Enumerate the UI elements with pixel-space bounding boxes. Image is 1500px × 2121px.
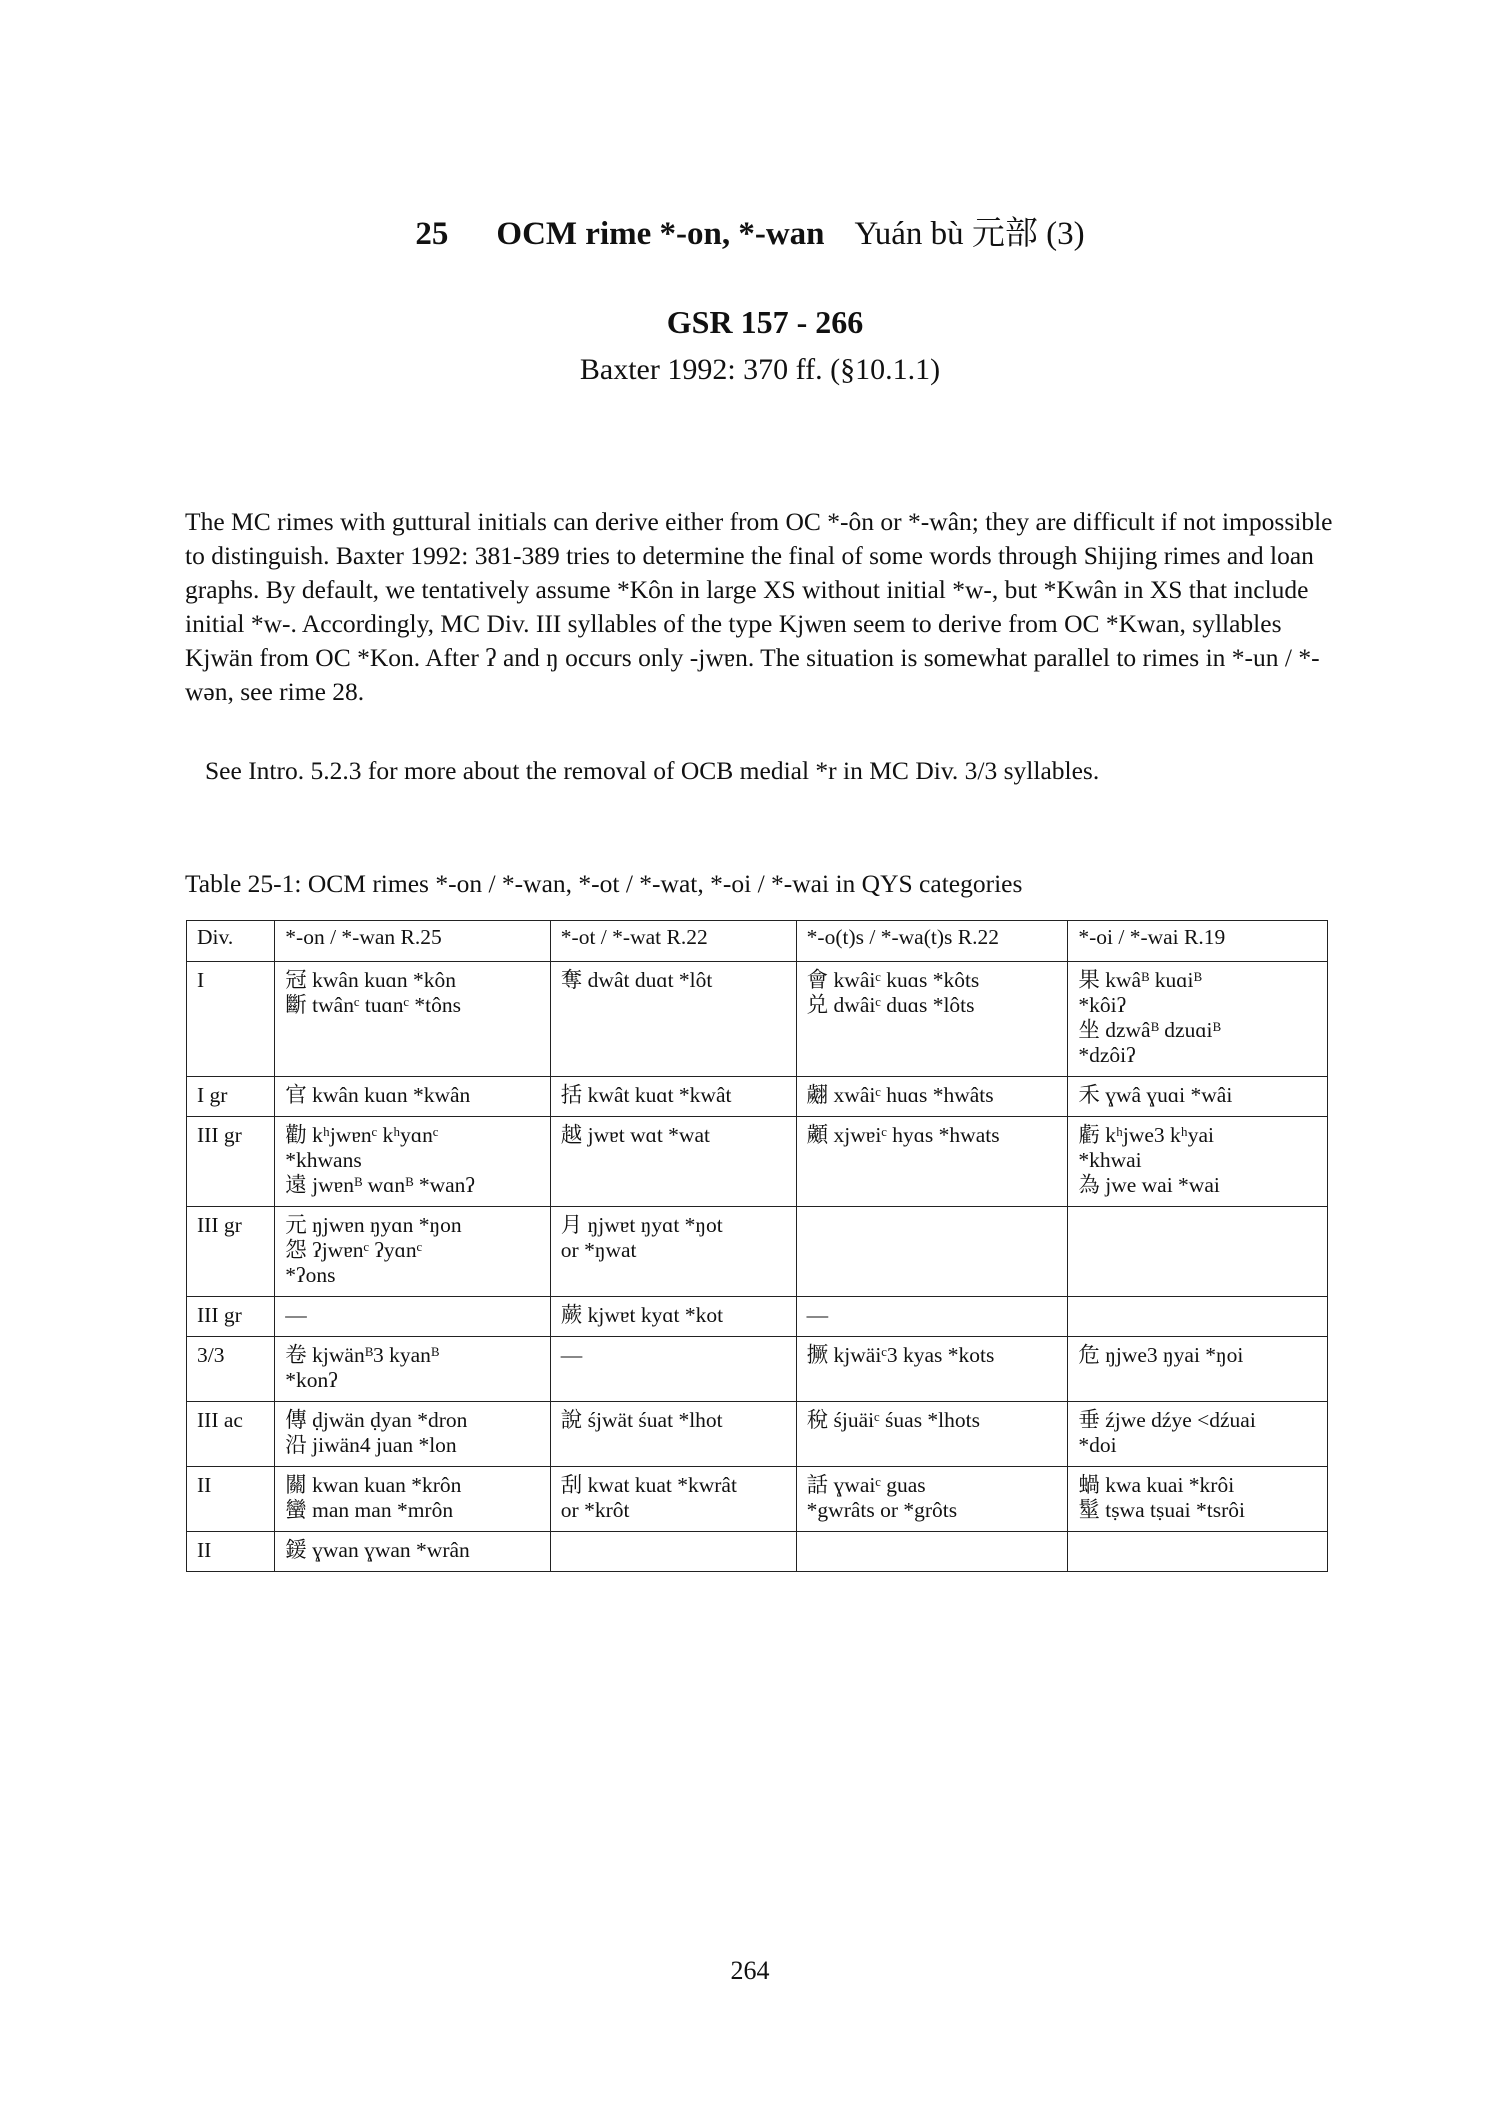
rime-cell bbox=[796, 1077, 1068, 1117]
rime-cell bbox=[550, 1467, 796, 1532]
rime-number: 25 bbox=[415, 216, 449, 252]
rime-cell bbox=[1068, 1117, 1328, 1207]
cell-line: 斷 twânᶜ tuɑnᶜ *tôns bbox=[285, 993, 462, 1017]
table-row bbox=[187, 1337, 1328, 1402]
cell-line: *ʔons bbox=[285, 1263, 336, 1287]
div-cell: II bbox=[187, 1467, 275, 1532]
rime-cell bbox=[796, 1297, 1068, 1337]
rime-cell bbox=[550, 1532, 796, 1572]
cell-line: 怨 ʔjwɐnᶜ ʔyɑnᶜ bbox=[285, 1238, 423, 1262]
rime-cell bbox=[550, 1297, 796, 1337]
intro-note: See Intro. 5.2.3 for more about the removal of OCB medial *r in MC Div. 3/3 syllables. bbox=[205, 756, 1100, 785]
rime-cell bbox=[550, 1117, 796, 1207]
cell-line: 沿 jiwän4 juan *lon bbox=[285, 1433, 457, 1457]
cell-line: 說 śjwät śuat *lhot bbox=[560, 1408, 723, 1432]
rime-cell bbox=[275, 962, 551, 1077]
rime-cell bbox=[796, 1117, 1068, 1207]
cell-line: 卷 kjwänᴮ3 kyanᴮ bbox=[285, 1343, 440, 1367]
header-oi-wai: *-oi / *-wai R.19 bbox=[1068, 921, 1328, 962]
cell-line: 元 ŋjwɐn ŋyɑn *ŋon bbox=[285, 1213, 462, 1237]
div-cell: III ac bbox=[187, 1402, 275, 1467]
cell-line: — bbox=[806, 1303, 829, 1327]
page-number: 264 bbox=[730, 1956, 770, 1985]
cell-line: 坐 dzwâᴮ dzuɑiᴮ bbox=[1078, 1018, 1221, 1042]
rime-title: OCM rime *-on, *-wan bbox=[496, 216, 825, 252]
rime-heading bbox=[0, 214, 1500, 254]
header-div: Div. bbox=[187, 921, 275, 962]
cell-line: 傳 ḍjwän ḍyan *dron bbox=[285, 1408, 468, 1432]
header-on-wan: *-on / *-wan R.25 bbox=[275, 921, 551, 962]
rime-cell bbox=[550, 1077, 796, 1117]
rime-cell bbox=[550, 1402, 796, 1467]
cell-line: 危 ŋjwe3 ŋyai *ŋoi bbox=[1078, 1343, 1244, 1367]
div-cell: II bbox=[187, 1532, 275, 1572]
rime-cell bbox=[1068, 962, 1328, 1077]
cell-line: *kôiʔ bbox=[1078, 993, 1127, 1017]
rimes-table bbox=[186, 920, 1328, 1572]
cell-line: 稅 śjuäiᶜ śuas *lhots bbox=[806, 1408, 980, 1432]
table-header-row bbox=[187, 921, 1328, 962]
cell-line: 果 kwâᴮ kuɑiᴮ bbox=[1078, 968, 1202, 992]
cell-line: 禾 ɣwâ ɣuɑi *wâi bbox=[1078, 1083, 1233, 1107]
table-body bbox=[187, 962, 1328, 1572]
rime-cell bbox=[275, 1402, 551, 1467]
header-ot-wat: *-ot / *-wat R.22 bbox=[550, 921, 796, 962]
cell-line: 垂 źjwe dźye <dźuai bbox=[1078, 1408, 1256, 1432]
rime-cell bbox=[796, 1402, 1068, 1467]
cell-line: 虧 kʰjwe3 kʰyai bbox=[1078, 1123, 1214, 1147]
table-caption: Table 25-1: OCM rimes *-on / *-wan, *-ot / *-wat, *-oi / *-wai in QYS categories bbox=[185, 869, 1023, 898]
cell-line: 撅 kjwäiᶜ3 kyas *kots bbox=[806, 1343, 995, 1367]
intro-paragraph: The MC rimes with guttural initials can derive either from OC *-ôn or *-wân; they are difficult if not impossible to distinguish. Baxter 1992: 381-389 tries to determine the final of some words through Shijing rimes and loan graphs. By default, we tentatively assume *Kôn in large XS without initial *w-, but *Kwân in XS that include initial *w-. Accordingly, MC Div. III syllables of the type Kjwɐn seem to derive from OC *Kwan, syllables Kjwän from OC *Kon. After ʔ and ŋ occurs only -jwɐn. The situation is somewhat parallel to rimes in *-un / *-wən, see rime 28. bbox=[185, 507, 1333, 706]
rime-chinese-name: Yuán bù 元部 (3) bbox=[854, 216, 1085, 252]
cell-line: — bbox=[560, 1343, 583, 1367]
rime-cell bbox=[1068, 1207, 1328, 1297]
rime-cell bbox=[275, 1337, 551, 1402]
gsr-reference: GSR 157 - 266 bbox=[666, 304, 864, 340]
rime-cell bbox=[550, 1207, 796, 1297]
cell-line: 越 jwɐt wɑt *wat bbox=[560, 1123, 710, 1147]
cell-line: 蠻 man man *mrôn bbox=[285, 1498, 454, 1522]
cell-line: 勸 kʰjwɐnᶜ kʰyɑnᶜ bbox=[285, 1123, 439, 1147]
cell-line: 蝸 kwa kuai *krôi bbox=[1078, 1473, 1235, 1497]
cell-line: 翽 xwâiᶜ huɑs *hwâts bbox=[806, 1083, 994, 1107]
div-cell: 3/3 bbox=[187, 1337, 275, 1402]
rime-cell bbox=[1068, 1467, 1328, 1532]
rime-cell bbox=[796, 1467, 1068, 1532]
rime-cell bbox=[796, 1207, 1068, 1297]
rime-cell bbox=[550, 962, 796, 1077]
rime-cell bbox=[275, 1207, 551, 1297]
div-cell: III gr bbox=[187, 1117, 275, 1207]
rime-cell bbox=[275, 1297, 551, 1337]
rime-cell bbox=[1068, 1077, 1328, 1117]
cell-line: — bbox=[285, 1303, 307, 1327]
rime-cell bbox=[796, 1337, 1068, 1402]
cell-line: *khwai bbox=[1078, 1148, 1142, 1172]
cell-line: 刮 kwat kuat *kwrât bbox=[560, 1473, 737, 1497]
table-row bbox=[187, 1297, 1328, 1337]
rime-cell bbox=[275, 1467, 551, 1532]
div-cell: I bbox=[187, 962, 275, 1077]
rime-cell bbox=[275, 1532, 551, 1572]
cell-line: 冠 kwân kuɑn *kôn bbox=[285, 968, 456, 992]
cell-line: 蕨 kjwɐt kyɑt *kot bbox=[560, 1303, 724, 1327]
table-row bbox=[187, 1467, 1328, 1532]
table-row bbox=[187, 1077, 1328, 1117]
cell-line: 奪 dwât duɑt *lôt bbox=[560, 968, 713, 992]
header-ots-wats: *-o(t)s / *-wa(t)s R.22 bbox=[796, 921, 1068, 962]
rime-cell bbox=[550, 1337, 796, 1402]
cell-line: *khwans bbox=[285, 1148, 362, 1172]
cell-line: 兑 dwâiᶜ duɑs *lôts bbox=[806, 993, 975, 1017]
table-row bbox=[187, 1207, 1328, 1297]
table-row bbox=[187, 1532, 1328, 1572]
cell-line: 官 kwân kuɑn *kwân bbox=[285, 1083, 471, 1107]
div-cell: III gr bbox=[187, 1207, 275, 1297]
rime-cell bbox=[1068, 1532, 1328, 1572]
cell-line: or *krôt bbox=[560, 1498, 630, 1522]
cell-line: or *ŋwat bbox=[560, 1238, 637, 1262]
baxter-reference: Baxter 1992: 370 ff. (§10.1.1) bbox=[579, 353, 941, 386]
cell-line: 月 ŋjwɐt ŋyɑt *ŋot bbox=[560, 1213, 723, 1237]
cell-line: 話 ɣwaiᶜ guas bbox=[806, 1473, 926, 1497]
cell-line: 關 kwan kuan *krôn bbox=[285, 1473, 462, 1497]
cell-line: 鍰 ɣwan ɣwan *wrân bbox=[285, 1538, 470, 1562]
cell-line: 遠 jwɐnᴮ wɑnᴮ *wanʔ bbox=[285, 1173, 475, 1197]
cell-line: 顪 xjwɐiᶜ hyɑs *hwats bbox=[806, 1123, 1000, 1147]
table-row bbox=[187, 962, 1328, 1077]
div-cell: III gr bbox=[187, 1297, 275, 1337]
cell-line: 會 kwâiᶜ kuɑs *kôts bbox=[806, 968, 980, 992]
cell-line: 為 jwe wai *wai bbox=[1078, 1173, 1220, 1197]
cell-line: *dzôiʔ bbox=[1078, 1043, 1136, 1067]
rime-cell bbox=[275, 1117, 551, 1207]
table-row bbox=[187, 1117, 1328, 1207]
rime-cell bbox=[1068, 1337, 1328, 1402]
table-row bbox=[187, 1402, 1328, 1467]
rime-cell bbox=[796, 1532, 1068, 1572]
rime-cell bbox=[1068, 1297, 1328, 1337]
cell-line: 括 kwât kuɑt *kwât bbox=[560, 1083, 732, 1107]
cell-line: *konʔ bbox=[285, 1368, 338, 1392]
cell-line: 髽 tṣwa tṣuai *tsrôi bbox=[1078, 1498, 1245, 1522]
rime-cell bbox=[275, 1077, 551, 1117]
cell-line: *gwrâts or *grôts bbox=[806, 1498, 958, 1522]
rime-cell bbox=[1068, 1402, 1328, 1467]
cell-line: *doi bbox=[1078, 1433, 1117, 1457]
div-cell: I gr bbox=[187, 1077, 275, 1117]
rime-cell bbox=[796, 962, 1068, 1077]
